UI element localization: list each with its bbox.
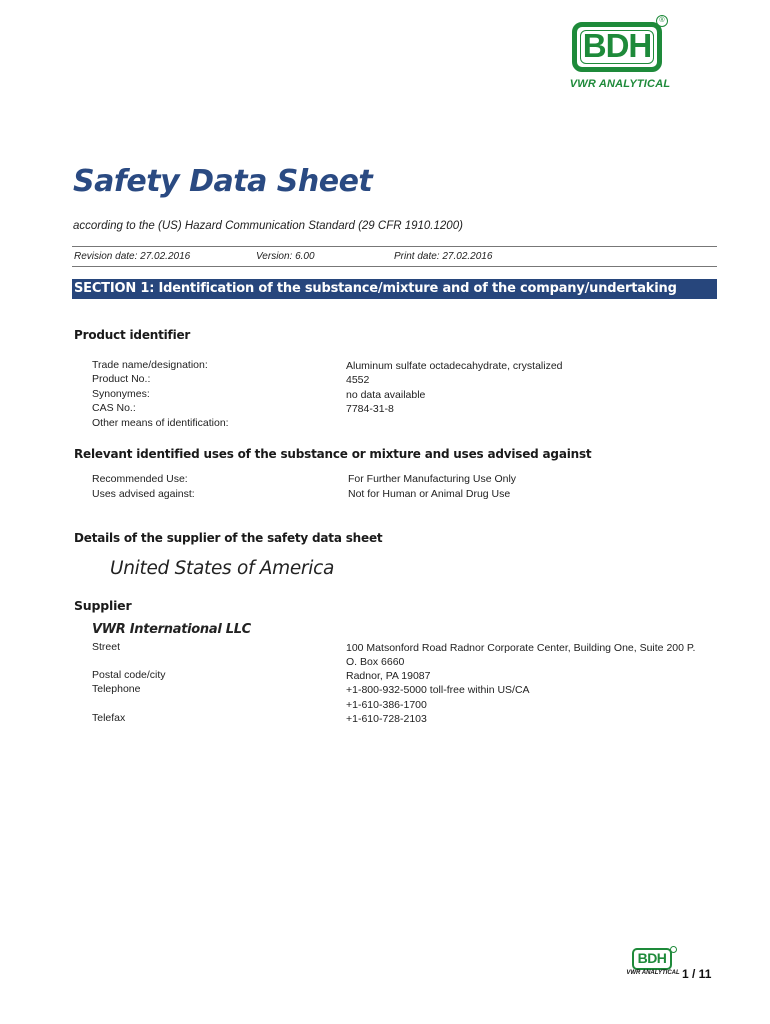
product-no-value: 4552 xyxy=(346,374,370,386)
trade-name-label: Trade name/designation: xyxy=(92,359,208,371)
street-value: 100 Matsonford Road Radnor Corporate Center, Building One, Suite 200 P. O. Box 6660 xyxy=(346,642,696,668)
print-date: Print date: 27.02.2016 xyxy=(394,251,493,262)
divider xyxy=(72,266,717,267)
page-number: 1 / 11 xyxy=(682,967,712,981)
section-1-heading-text: SECTION 1: Identification of the substance/mixture and of the company/undertaking xyxy=(74,281,677,296)
cas-no-label: CAS No.: xyxy=(92,402,136,414)
footer-logo-subtitle: VWR ANALYTICAL xyxy=(626,970,680,976)
regulation-subtitle: according to the (US) Hazard Communication Standard (29 CFR 1910.1200) xyxy=(73,220,463,232)
footer-logo xyxy=(628,946,678,982)
logo-subtitle: VWR ANALYTICAL xyxy=(569,78,671,90)
postal-code-value: Radnor, PA 19087 xyxy=(346,670,431,682)
registered-mark: ® xyxy=(656,15,668,27)
section-1-heading xyxy=(72,279,717,299)
recommended-use-label: Recommended Use: xyxy=(92,473,188,485)
product-no-label: Product No.: xyxy=(92,373,151,385)
relevant-uses-heading: Relevant identified uses of the substance or mixture and uses advised against xyxy=(74,447,592,461)
street-label: Street xyxy=(92,641,121,653)
other-means-label: Other means of identification: xyxy=(92,417,229,429)
bdh-logo xyxy=(568,18,680,98)
postal-code-label: Postal code/city xyxy=(92,669,166,681)
telephone-2-value: +1-610-386-1700 xyxy=(346,699,427,711)
synonyms-value: no data available xyxy=(346,389,426,401)
version: Version: 6.00 xyxy=(256,251,315,262)
telephone-value: +1-800-932-5000 toll-free within US/CA xyxy=(346,684,530,696)
footer-registered-mark xyxy=(670,946,677,953)
synonyms-label: Synonymes: xyxy=(92,388,150,400)
cas-no-value: 7784-31-8 xyxy=(346,403,394,415)
supplier-details-heading: Details of the supplier of the safety data sheet xyxy=(74,531,383,545)
trade-name-value: Aluminum sulfate octadecahydrate, crystalized xyxy=(346,360,563,372)
uses-advised-against-label: Uses advised against: xyxy=(92,488,195,500)
footer-logo-letters: BDH xyxy=(637,950,667,966)
uses-advised-against-value: Not for Human or Animal Drug Use xyxy=(348,488,511,500)
recommended-use-value: For Further Manufacturing Use Only xyxy=(348,473,517,485)
supplier-heading: Supplier xyxy=(74,598,132,613)
product-identifier-heading: Product identifier xyxy=(74,328,191,342)
country: United States of America xyxy=(110,558,334,579)
telefax-label: Telefax xyxy=(92,712,126,724)
telephone-label: Telephone xyxy=(92,683,141,695)
page-title: Safety Data Sheet xyxy=(73,164,373,199)
logo-letters: BDH xyxy=(582,27,652,64)
divider xyxy=(72,246,717,247)
company-name: VWR International LLC xyxy=(92,622,251,637)
revision-date: Revision date: 27.02.2016 xyxy=(74,251,191,262)
telefax-value: +1-610-728-2103 xyxy=(346,713,427,725)
